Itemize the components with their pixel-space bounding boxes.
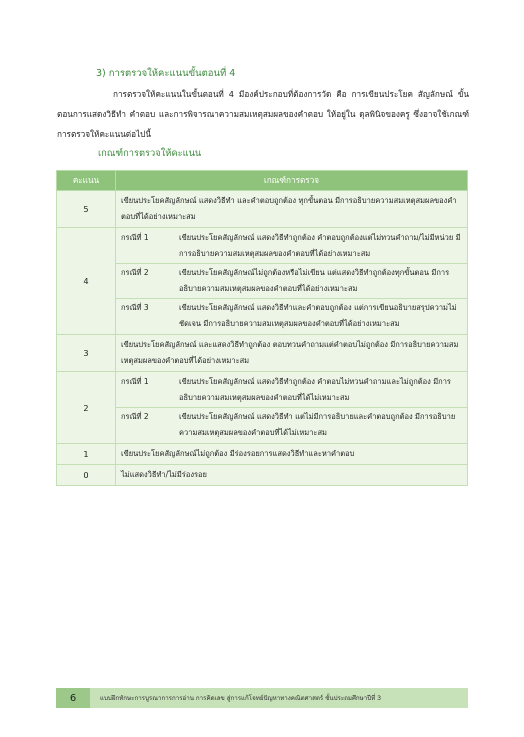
rubric-table [56,170,468,486]
table-row [57,191,468,228]
case-item [121,265,462,297]
page-number: 6 [56,688,90,708]
case-item [121,230,462,262]
case-item [121,374,462,406]
table-row [57,465,468,486]
case-text: เขียนประโยคสัญลักษณ์ แสดงวิธีทำถูกต้อง คำตอบไม่ทวนคำถามและไม่ถูกต้อง มีการอธิบายความสมเหตุสมผลของคำตอบที่ได้ไม่เหมาะสม [179,377,451,402]
page-footer [56,688,468,708]
score-cell: 5 [57,191,116,228]
paragraph-line-2: สัญลักษณ์ ขั้นตอนการแสดงวิธีทำ คำตอบ และการพิจารณาความสมเหตุสมผลของคำตอบ ให้อยู่ใน [57,89,469,119]
case-text: เขียนประโยคสัญลักษณ์ แสดงวิธีทำถูกต้อง คำตอบถูกต้องแต่ไม่ทวนคำถาม/ไม่มีหน่วย มีการอธิบายความสมเหตุสมผลของคำตอบที่ได้อย่างเหมาะสม [179,233,461,258]
paragraph-line-1: การตรวจให้คะแนนในขั้นตอนที่ 4 มีองค์ประกอบที่ต้องการวัด คือ การเขียนประโยค [113,89,413,99]
score-cell: 2 [57,372,116,444]
criteria-cell: เขียนประโยคสัญลักษณ์ แสดงวิธีทำ และคำตอบถูกต้อง ทุกขั้นตอน มีการอธิบายความสมเหตุสมผลของคำตอบที่ได้อย่างเหมาะสม [116,191,468,228]
case-label: กรณีที่ 1 [121,233,149,242]
case-label: กรณีที่ 2 [121,412,149,421]
divider [116,407,467,408]
footer-title: แบบฝึกทักษะการบูรณาการการอ่าน การคิดเลข สู่การแก้โจทย์ปัญหาทางคณิตศาสตร์ ชั้นประถมศึกษาปีที่ 3 [100,695,382,702]
table-title: เกณฑ์การตรวจให้คะแนน [98,148,202,159]
intro-paragraph [57,84,469,144]
divider [116,298,467,299]
score-cell: 1 [57,444,116,465]
criteria-cell [116,372,468,444]
paragraph-line-3: ดุลพินิจของครู ซึ่งอาจใช้เกณฑ์การตรวจให้คะแนนต่อไปนี้ [57,109,469,139]
case-label: กรณีที่ 3 [121,303,149,312]
case-text: เขียนประโยคสัญลักษณ์ แสดงวิธีทำ แต่ไม่มีการอธิบายและคำตอบถูกต้อง มีการอธิบายความสมเหตุสมผลของคำตอบที่ได้ไม่เหมาะสม [179,412,456,437]
score-cell: 3 [57,335,116,372]
case-text: เขียนประโยคสัญลักษณ์ไม่ถูกต้องหรือไม่เขียน แต่แสดงวิธีทำถูกต้องทุกขั้นตอน มีการอธิบายความสมเหตุสมผลของคำตอบที่ได้อย่างเหมาะสม [179,268,450,293]
score-cell: 4 [57,228,116,335]
section-heading: 3) การตรวจให้คะแนนขั้นตอนที่ 4 [96,68,236,79]
table-row [57,335,468,372]
case-text: เขียนประโยคสัญลักษณ์ แสดงวิธีทำและคำตอบถูกต้อง แต่การเขียนอธิบายสรุปความไม่ชัดเจน มีการอธิบายความสมเหตุสมผลของคำตอบที่ได้อย่างเหมาะสม [179,303,457,328]
case-item [121,409,462,441]
header-score: คะแนน [57,171,116,191]
table-row [57,372,468,444]
case-label: กรณีที่ 2 [121,268,149,277]
case-item [121,300,462,332]
criteria-cell [116,228,468,335]
criteria-cell: เขียนประโยคสัญลักษณ์ไม่ถูกต้อง มีร่องรอยการแสดงวิธีทำและหาคำตอบ [116,444,468,465]
header-criteria: เกณฑ์การตรวจ [116,171,468,191]
table-header-row [57,171,468,191]
divider [116,263,467,264]
table-row [57,228,468,335]
table-row [57,444,468,465]
case-label: กรณีที่ 1 [121,377,149,386]
criteria-cell: เขียนประโยคสัญลักษณ์ และแสดงวิธีทำถูกต้อง ตอบทวนคำถามแต่คำตอบไม่ถูกต้อง มีการอธิบายความสมเหตุสมผลของคำตอบที่ได้อย่างเหมาะสม [116,335,468,372]
score-cell: 0 [57,465,116,486]
criteria-cell: ไม่แสดงวิธีทำ/ไม่มีร่องรอย [116,465,468,486]
